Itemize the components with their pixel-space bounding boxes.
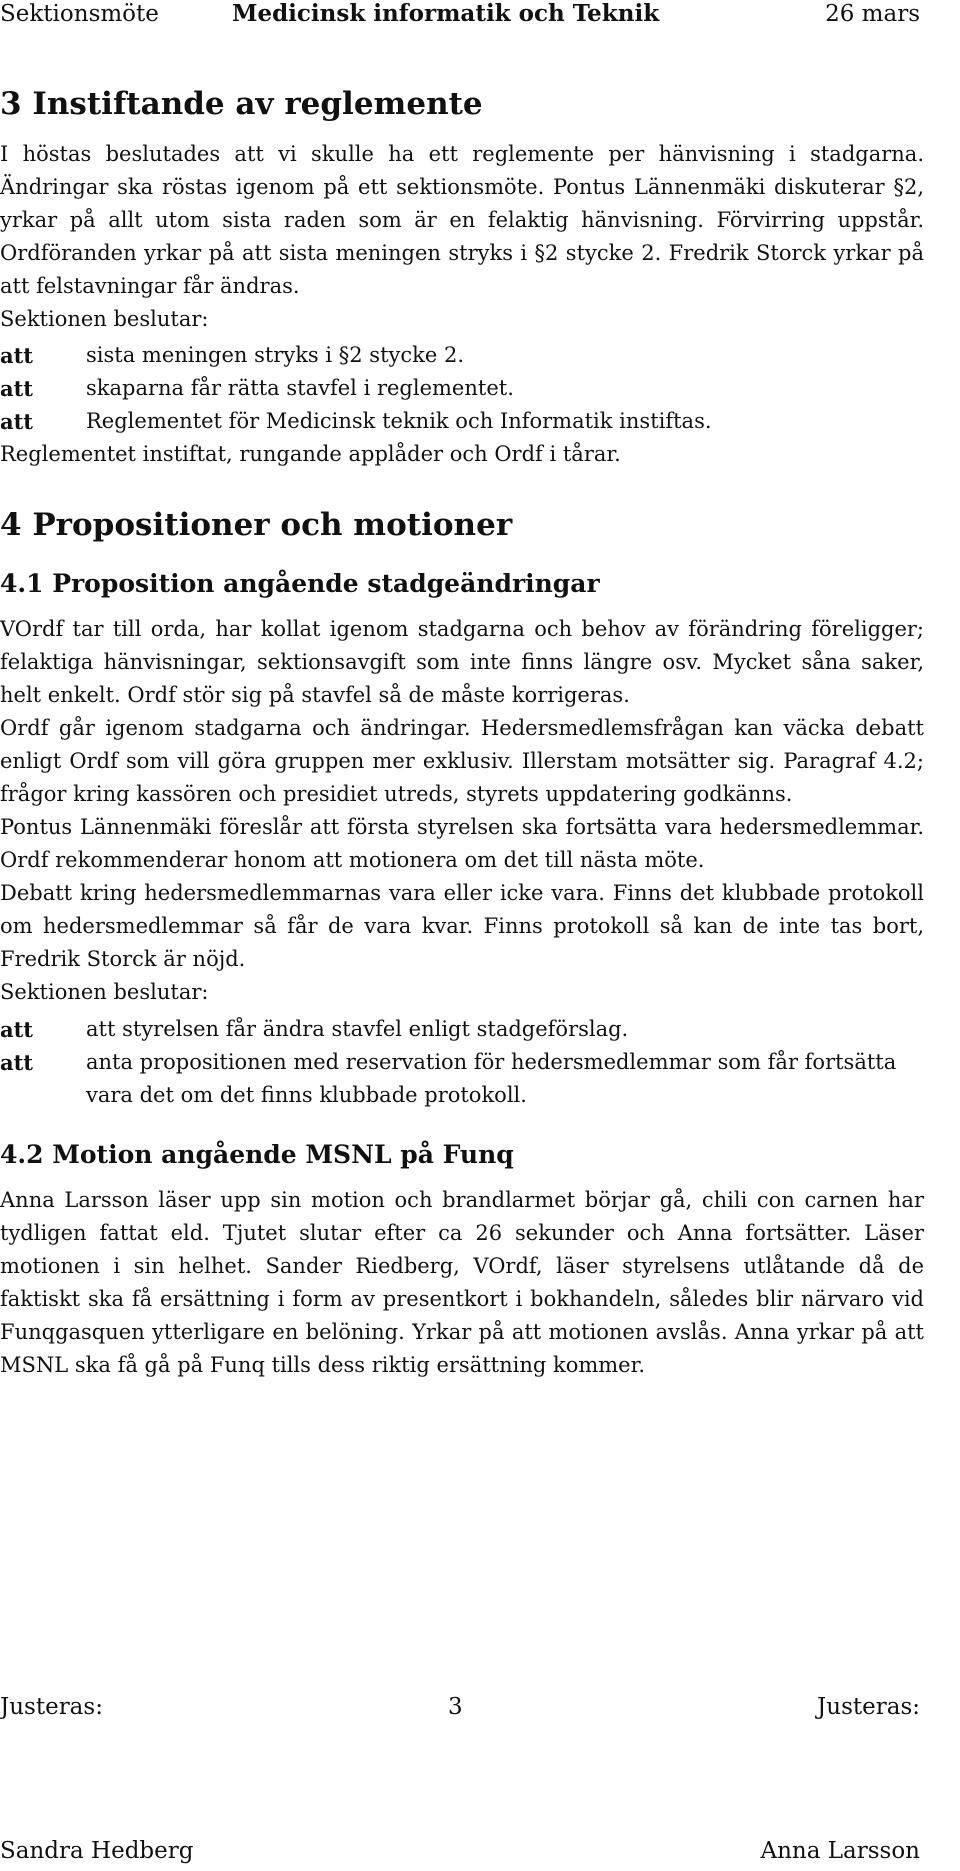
decision-item — [0, 372, 924, 405]
section-3-decided-label: Sektionen beslutar: — [0, 307, 209, 331]
decision-keyword: att — [0, 343, 34, 368]
decision-keyword: att — [0, 1017, 34, 1042]
decision-text: Reglementet för Medicinsk teknik och Informatik instiftas. — [86, 409, 712, 433]
decision-item — [0, 339, 924, 372]
subsection-4-1-decided-label: Sektionen beslutar: — [0, 980, 209, 1004]
subsection-4-1-paragraph: Ordf går igenom stadgarna och ändringar. Hedersmedlemsfrågan kan väcka debatt enligt Ordf som vill göra gruppen mer exklusiv. Illerstam motsätter sig. Paragraf 4.2; frågor kring kassören och presidiet utreds, styrets uppdatering godkänns. — [0, 716, 924, 806]
decision-keyword: att — [0, 409, 34, 434]
decision-item — [0, 1013, 924, 1046]
decision-keyword: att — [0, 376, 34, 401]
header-right: 26 mars — [825, 1, 920, 27]
decision-keyword: att — [0, 1050, 34, 1075]
section-4-title: 4 Propositioner och motioner — [0, 507, 513, 543]
decision-text: skaparna får rätta stavfel i reglementet. — [86, 376, 514, 400]
section-3-paragraph: I höstas beslutades att vi skulle ha ett reglemente per hänvisning i stadgarna. Ändringar ska röstas igenom på ett sektionsmöte. Pontus Lännenmäki diskuterar §2, yrkar på allt utom sista raden som är en felaktig hänvisning. Förvirring uppstår. Ordföranden yrkar på att sista meningen stryks i §2 stycke 2. Fredrik Storck yrkar på att felstavningar får ändras. — [0, 142, 924, 298]
subsection-4-2-paragraph: Anna Larsson läser upp sin motion och brandlarmet börjar gå, chili con carnen har tydligen fattat eld. Tjutet slutar efter ca 26 sekunder och Anna fortsätter. Läser motionen i sin helhet. Sander Riedberg, VOrdf, läser styrelsens utlåtande då de faktiskt ska få ersättning i form av presentkort i bokhandeln, således blir närvaro vid Funqgasquen ytterligare en belöning. Yrkar på att motionen avslås. Anna yrkar på att MSNL ska få gå på Funq tills dess riktig ersättning kommer. — [0, 1188, 924, 1377]
section-3-closing: Reglementet instiftat, rungande applåder och Ordf i tårar. — [0, 442, 621, 466]
subsection-4-1-paragraph: Pontus Lännenmäki föreslår att första styrelsen ska fortsätta vara hedersmedlemmar. Ordf rekommenderar honom att motionera om det till nästa möte. — [0, 815, 924, 872]
footer-justeras-left: Justeras: — [0, 1694, 103, 1720]
page-header — [0, 0, 920, 30]
header-center: Medicinsk informatik och Teknik — [232, 0, 660, 27]
section-3-title: 3 Instiftande av reglemente — [0, 86, 483, 122]
decision-item — [0, 1046, 924, 1112]
subsection-4-2-title: 4.2 Motion angående MSNL på Funq — [0, 1140, 514, 1169]
footer-justeras-right: Justeras: — [817, 1694, 920, 1720]
subsection-4-1-paragraph: VOrdf tar till orda, har kollat igenom stadgarna och behov av förändring föreligger; felaktiga hänvisningar, sektionsavgift som inte finns längre osv. Mycket såna saker, helt enkelt. Ordf stör sig på stavfel så de måste korrigeras. — [0, 617, 924, 707]
signature-left: Sandra Hedberg — [0, 1838, 194, 1864]
subsection-4-1-paragraph: Debatt kring hedersmedlemmarnas vara eller icke vara. Finns det klubbade protokoll om hedersmedlemmar så får de vara kvar. Finns protokoll så kan de inte tas bort, Fredrik Storck är nöjd. — [0, 881, 924, 971]
decision-text: sista meningen stryks i §2 stycke 2. — [86, 343, 465, 367]
signature-right: Anna Larsson — [760, 1838, 920, 1864]
decision-text: att styrelsen får ändra stavfel enligt stadgeförslag. — [86, 1017, 629, 1041]
decision-text: anta propositionen med reservation för hedersmedlemmar som får fortsätta vara det om det finns klubbade protokoll. — [86, 1050, 897, 1107]
header-left: Sektionsmöte — [0, 1, 159, 27]
subsection-4-1-title: 4.1 Proposition angående stadgeändringar — [0, 569, 600, 598]
decision-item — [0, 405, 924, 438]
page-number: 3 — [448, 1694, 463, 1720]
document-body — [0, 84, 924, 1382]
